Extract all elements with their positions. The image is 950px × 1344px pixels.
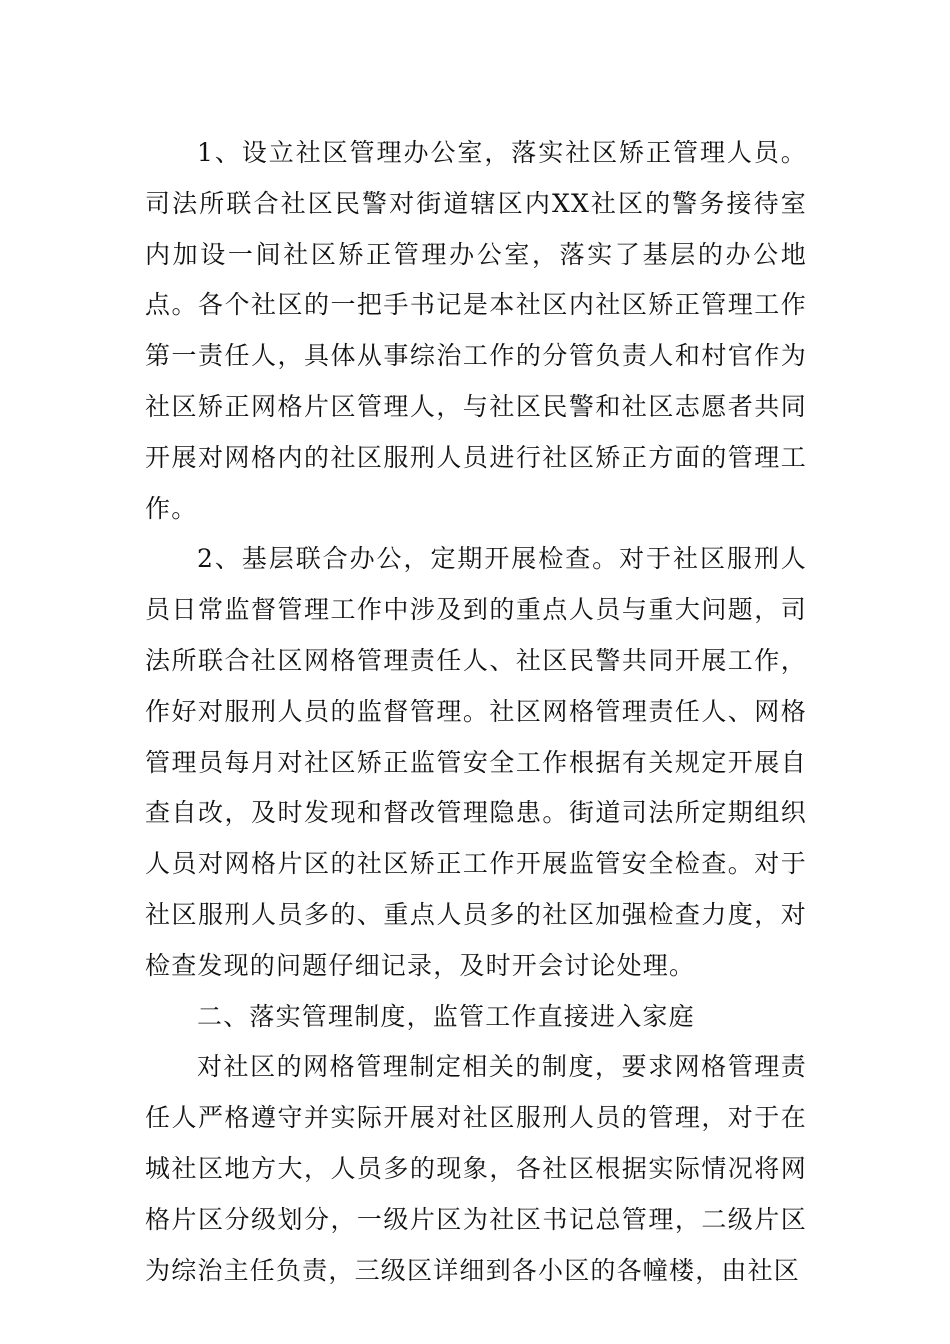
paragraph-1: 1、设立社区管理办公室，落实社区矫正管理人员。司法所联合社区民警对街道辖区内XX社区的警务接待室内加设一间社区矫正管理办公室，落实了基层的办公地点。各个社区的一把手书记是本社区内社区矫正管理工作第一责任人，具体从事综治工作的分管负责人和村官作为社区矫正网格片区管理人，与社区民警和社区志愿者共同开展对网格内的社区服刑人员进行社区矫正方面的管理工作。 <box>145 138 807 523</box>
section-heading: 二、落实管理制度，监管工作直接进入家庭 <box>197 1001 695 1031</box>
document-body <box>145 128 807 1296</box>
paragraph-3: 对社区的网格管理制定相关的制度，要求网格管理责任人严格遵守并实际开展对社区服刑人员的管理，对于在城社区地方大，人员多的现象，各社区根据实际情况将网格片区分级划分，一级片区为社区书记总管理，二级片区为综治主任负责，三级区详细到各小区的各幢楼，由社区 <box>145 1052 807 1285</box>
paragraph-2: 2、基层联合办公，定期开展检查。对于社区服刑人员日常监督管理工作中涉及到的重点人员与重大问题，司法所联合社区网格管理责任人、社区民警共同开展工作，作好对服刑人员的监督管理。社区网格管理责任人、网格管理员每月对社区矫正监管安全工作根据有关规定开展自查自改，及时发现和督改管理隐患。街道司法所定期组织人员对网格片区的社区矫正工作开展监管安全检查。对于社区服刑人员多的、重点人员多的社区加强检查力度，对检查发现的问题仔细记录，及时开会讨论处理。 <box>145 544 807 980</box>
